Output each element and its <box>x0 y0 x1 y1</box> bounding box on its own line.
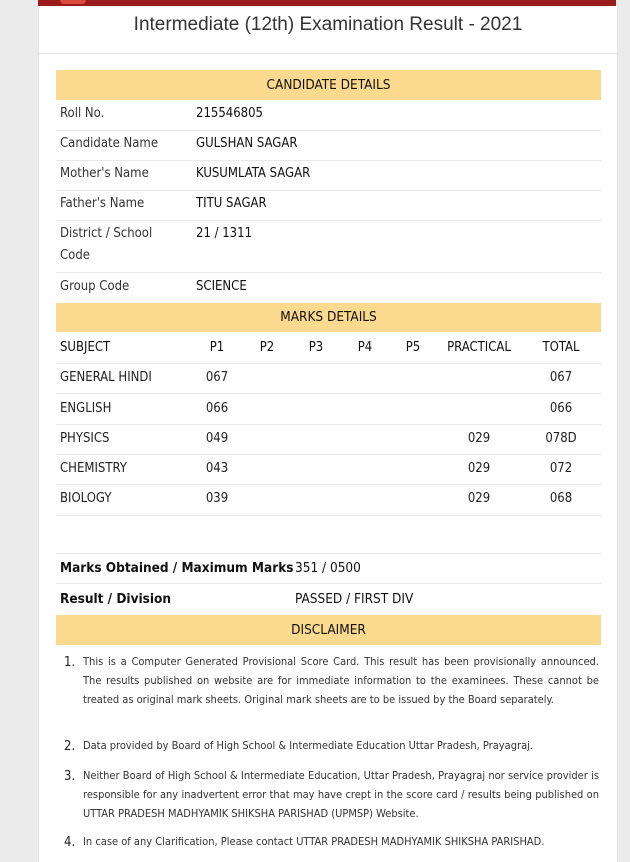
page-title: Intermediate (12th) Examination Result - 2021 <box>133 14 523 35</box>
col-subject: SUBJECT <box>60 340 111 355</box>
disclaimer-item <box>64 766 599 823</box>
col-practical: PRACTICAL <box>447 340 511 355</box>
subject-total: 068 <box>549 491 573 506</box>
subject-total: 066 <box>549 401 573 416</box>
father-name-label: Father's Name <box>60 196 145 211</box>
candidate-name-value: GULSHAN SAGAR <box>196 136 298 151</box>
subject-name: GENERAL HINDI <box>60 370 152 385</box>
district-school-code-label-line2: Code <box>60 248 90 263</box>
disclaimer-item-text: Data provided by Board of High School & Intermediate Education Uttar Pradesh, Prayagraj. <box>83 739 534 752</box>
result-division-value: PASSED / FIRST DIV <box>295 591 414 607</box>
row-divider <box>56 190 601 191</box>
candidate-details-header: CANDIDATE DETAILS <box>56 70 601 100</box>
row-divider <box>56 160 601 161</box>
row-divider <box>56 130 601 131</box>
candidate-name-label: Candidate Name <box>60 136 159 151</box>
mother-name-value: KUSUMLATA SAGAR <box>196 166 311 181</box>
row-divider <box>56 220 601 221</box>
row-divider <box>56 393 601 394</box>
col-total: TOTAL <box>542 340 580 355</box>
row-divider <box>56 515 601 516</box>
disclaimer-item-text: In case of any Clarification, Please contact UTTAR PRADESH MADHYAMIK SHIKSHA PARISHAD. <box>83 835 545 848</box>
subject-total: 078D <box>545 431 577 446</box>
row-divider <box>56 363 601 364</box>
disclaimer-item-number: 1. <box>64 655 76 670</box>
subject-name: PHYSICS <box>60 431 110 446</box>
disclaimer-item <box>64 736 599 755</box>
marks-obtained-label: Marks Obtained / Maximum Marks <box>60 560 294 576</box>
subject-practical: 029 <box>467 461 491 476</box>
title-divider <box>39 53 617 54</box>
result-division-label: Result / Division <box>60 591 172 607</box>
district-school-code-label <box>60 223 152 267</box>
district-school-code-label-line1: District / School <box>60 226 153 241</box>
disclaimer-header: DISCLAIMER <box>56 615 601 645</box>
subject-p1: 066 <box>205 401 229 416</box>
subject-total: 072 <box>549 461 573 476</box>
col-p1: P1 <box>209 340 225 355</box>
disclaimer-item-number: 2. <box>64 739 76 754</box>
col-p4: P4 <box>357 340 373 355</box>
disclaimer-item <box>64 832 599 851</box>
subject-p1: 049 <box>205 431 229 446</box>
row-divider <box>56 484 601 485</box>
subject-practical: 029 <box>467 431 491 446</box>
subject-p1: 039 <box>205 491 229 506</box>
subject-name: BIOLOGY <box>60 491 112 506</box>
result-card <box>38 6 618 862</box>
disclaimer-item-text: This is a Computer Generated Provisional Score Card. This result has been provisionally announced. The results published on website are for immediate information to the examinees. These cannot be treated as original mark sheets. Original mark sheets are to be issued by the Board separately. <box>83 655 599 706</box>
group-code-value: SCIENCE <box>196 279 247 294</box>
district-school-code-value: 21 / 1311 <box>196 226 253 241</box>
marks-details-header: MARKS DETAILS <box>56 303 601 332</box>
row-divider <box>56 583 601 584</box>
disclaimer-item-number: 3. <box>64 769 76 784</box>
roll-no-label: Roll No. <box>60 106 105 121</box>
subject-p1: 067 <box>205 370 229 385</box>
marks-obtained-value: 351 / 0500 <box>295 560 361 576</box>
row-divider <box>56 424 601 425</box>
subject-name: ENGLISH <box>60 401 112 416</box>
col-p3: P3 <box>308 340 324 355</box>
col-p2: P2 <box>259 340 275 355</box>
header-logo-edge <box>60 0 86 4</box>
subject-total: 067 <box>549 370 573 385</box>
mother-name-label: Mother's Name <box>60 166 149 181</box>
col-p5: P5 <box>405 340 421 355</box>
subject-name: CHEMISTRY <box>60 461 127 476</box>
group-code-label: Group Code <box>60 279 130 294</box>
disclaimer-item-text: Neither Board of High School & Intermediate Education, Uttar Pradesh, Prayagraj nor service provider is responsible for any inadvertent error that may have crept in the score card / results being published on UTTAR PRADESH MADHYAMIK SHIKSHA PARISHAD (UPMSP) Website. <box>83 769 599 820</box>
row-divider <box>56 272 601 273</box>
disclaimer-item <box>64 652 599 709</box>
subject-practical: 029 <box>467 491 491 506</box>
row-divider <box>56 454 601 455</box>
disclaimer-item-number: 4. <box>64 835 76 850</box>
subject-p1: 043 <box>205 461 229 476</box>
row-divider <box>56 553 601 554</box>
father-name-value: TITU SAGAR <box>196 196 267 211</box>
roll-no-value: 215546805 <box>196 106 263 121</box>
